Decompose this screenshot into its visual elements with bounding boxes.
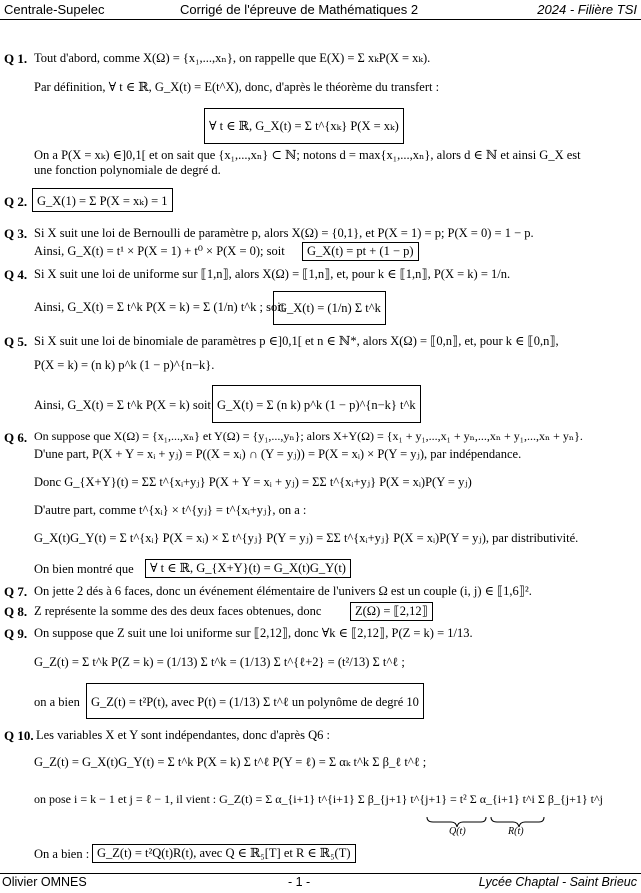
question-label: Q 3. bbox=[4, 226, 28, 241]
page-footer bbox=[0, 875, 641, 891]
q6-line-6: On bien montré que bbox=[34, 562, 134, 576]
q9-boxed-result: G_Z(t) = t²P(t), avec P(t) = (1/13) Σ t^ℓ un polynôme de degré 10 bbox=[86, 683, 424, 719]
question-label: Q 7. bbox=[4, 584, 28, 599]
header-school: Centrale-Supelec bbox=[4, 2, 105, 17]
question-label: Q 5. bbox=[4, 334, 28, 349]
q3-boxed-result: G_X(t) = pt + (1 − p) bbox=[302, 242, 419, 261]
q7-line-1: On jette 2 dés à 6 faces, donc un événement élémentaire de l'univers Ω est un couple (i, j) ∈ ⟦1,6⟧². bbox=[34, 584, 532, 598]
question-label: Q 2. bbox=[4, 194, 28, 209]
footer-author: Olivier OMNES bbox=[2, 875, 87, 889]
underbrace-label-r: R(t) bbox=[508, 826, 524, 837]
q9-line-1: On suppose que Z suit une loi uniforme sur ⟦2,12⟧, donc ∀k ∈ ⟦2,12⟧, P(Z = k) = 1/13. bbox=[34, 626, 473, 640]
q5-line-2: P(X = k) = (n k) p^k (1 − p)^{n−k}. bbox=[34, 358, 215, 372]
q10-line-2: G_Z(t) = G_X(t)G_Y(t) = Σ t^k P(X = k) Σ t^ℓ P(Y = ℓ) = Σ αₖ t^k Σ β_ℓ t^ℓ ; bbox=[34, 755, 427, 769]
underbrace-label-q: Q(t) bbox=[449, 826, 466, 837]
q3-line-2: Ainsi, G_X(t) = t¹ × P(X = 1) + t⁰ × P(X = 0); soit bbox=[34, 244, 285, 258]
question-label: Q 9. bbox=[4, 626, 28, 641]
q1-line-1: Tout d'abord, comme X(Ω) = {x₁,...,xₙ}, on rappelle que E(X) = Σ xₖP(X = xₖ). bbox=[34, 51, 431, 65]
q5-line-1: Si X suit une loi de binomiale de paramètres p ∈]0,1[ et n ∈ ℕ*, alors X(Ω) = ⟦0,n⟧, et, pour k ∈ ⟦0,n⟧, bbox=[34, 334, 559, 348]
q1-line-2: Par définition, ∀ t ∈ ℝ, G_X(t) = E(t^X), donc, d'après le théorème du transfert : bbox=[34, 80, 440, 94]
q5-boxed-result: G_X(t) = Σ (n k) p^k (1 − p)^{n−k} t^k bbox=[212, 385, 421, 423]
q3-line-1: Si X suit une loi de Bernoulli de paramètre p, alors X(Ω) = {0,1}, et P(X = 1) = p; P(X = 0) = 1 − p. bbox=[34, 226, 534, 240]
footer-rule bbox=[0, 873, 641, 874]
q10-boxed-result: G_Z(t) = t²Q(t)R(t), avec Q ∈ ℝ₅[T] et R ∈ ℝ₅(T) bbox=[92, 844, 356, 863]
q1-line-3: On a P(X = xₖ) ∈]0,1[ et on sait que {x₁,...,xₙ} ⊂ ℕ; notons d = max{x₁,...,xₙ}, alors d ∈ ℕ et ainsi G_X est bbox=[34, 148, 581, 162]
underbrace-group bbox=[425, 815, 545, 829]
header-title: Corrigé de l'épreuve de Mathématiques 2 bbox=[180, 2, 419, 17]
q10-line-3: on pose i = k − 1 et j = ℓ − 1, il vient : G_Z(t) = Σ α_{i+1} t^{i+1} Σ β_{j+1} t^{j+1} = t² Σ α_{i+1} t^i Σ β_{j+1} t^j bbox=[34, 792, 603, 806]
header-year: 2024 - Filière TSI bbox=[537, 2, 637, 17]
q6-line-2: D'une part, P(X + Y = xᵢ + yⱼ) = P((X = xᵢ) ∩ (Y = yⱼ)) = P(X = xᵢ) × P(Y = yⱼ), par indépendance. bbox=[34, 447, 522, 461]
question-label: Q 4. bbox=[4, 267, 28, 282]
question-label: Q 6. bbox=[4, 430, 28, 445]
q6-line-4: D'autre part, comme t^{xᵢ} × t^{yⱼ} = t^{xᵢ+yⱼ}, on a : bbox=[34, 503, 307, 517]
q4-line-1: Si X suit une loi de uniforme sur ⟦1,n⟧, alors X(Ω) = ⟦1,n⟧, et, pour k ∈ ⟦1,n⟧, P(X = k) = 1/n. bbox=[34, 267, 511, 281]
header-rule bbox=[0, 19, 641, 20]
q2-boxed-result: G_X(1) = Σ P(X = xₖ) = 1 bbox=[32, 188, 173, 212]
q10-line-1: Les variables X et Y sont indépendantes, donc d'après Q6 : bbox=[36, 728, 330, 742]
q9-line-2: G_Z(t) = Σ t^k P(Z = k) = (1/13) Σ t^k = (1/13) Σ t^{ℓ+2} = (t²/13) Σ t^ℓ ; bbox=[34, 655, 405, 669]
question-label: Q 1. bbox=[4, 51, 28, 66]
q10-line-4: On a bien : bbox=[34, 847, 90, 861]
q8-line-1: Z représente la somme des des deux faces obtenues, donc bbox=[34, 604, 322, 618]
footer-school: Lycée Chaptal - Saint Brieuc bbox=[478, 875, 637, 889]
footer-page-number: - 1 - bbox=[288, 875, 311, 889]
question-label: Q 10. bbox=[4, 728, 34, 743]
q5-line-3: Ainsi, G_X(t) = Σ t^k P(X = k) soit bbox=[34, 398, 211, 412]
q6-line-1: On suppose que X(Ω) = {x₁,...,xₙ} et Y(Ω) = {y₁,...,yₙ}; alors X+Y(Ω) = {x₁ + y₁,...,x₁ + yₙ,...,xₙ + y₁,...,xₙ + yₙ}. bbox=[34, 429, 583, 443]
q6-line-5: G_X(t)G_Y(t) = Σ t^{xᵢ} P(X = xᵢ) × Σ t^{yⱼ} P(Y = yⱼ) = ΣΣ t^{xᵢ+yⱼ} P(X = xᵢ)P(Y = yⱼ), par distributivité. bbox=[34, 531, 579, 545]
page-header bbox=[4, 2, 637, 18]
q1-boxed-result: ∀ t ∈ ℝ, G_X(t) = Σ t^{xₖ} P(X = xₖ) bbox=[204, 108, 404, 144]
q6-boxed-result: ∀ t ∈ ℝ, G_{X+Y}(t) = G_X(t)G_Y(t) bbox=[145, 559, 351, 578]
q1-line-4: une fonction polynomiale de degré d. bbox=[34, 163, 221, 177]
q9-line-3: on a bien bbox=[34, 695, 80, 709]
q8-boxed-result: Z(Ω) = ⟦2,12⟧ bbox=[350, 602, 433, 621]
q4-boxed-result: G_X(t) = (1/n) Σ t^k bbox=[273, 291, 386, 325]
q6-line-3: Donc G_{X+Y}(t) = ΣΣ t^{xᵢ+yⱼ} P(X + Y = xᵢ + yⱼ) = ΣΣ t^{xᵢ+yⱼ} P(X = xᵢ)P(Y = yⱼ) bbox=[34, 475, 472, 489]
q4-line-2: Ainsi, G_X(t) = Σ t^k P(X = k) = Σ (1/n) t^k ; soit bbox=[34, 300, 285, 314]
question-label: Q 8. bbox=[4, 604, 28, 619]
